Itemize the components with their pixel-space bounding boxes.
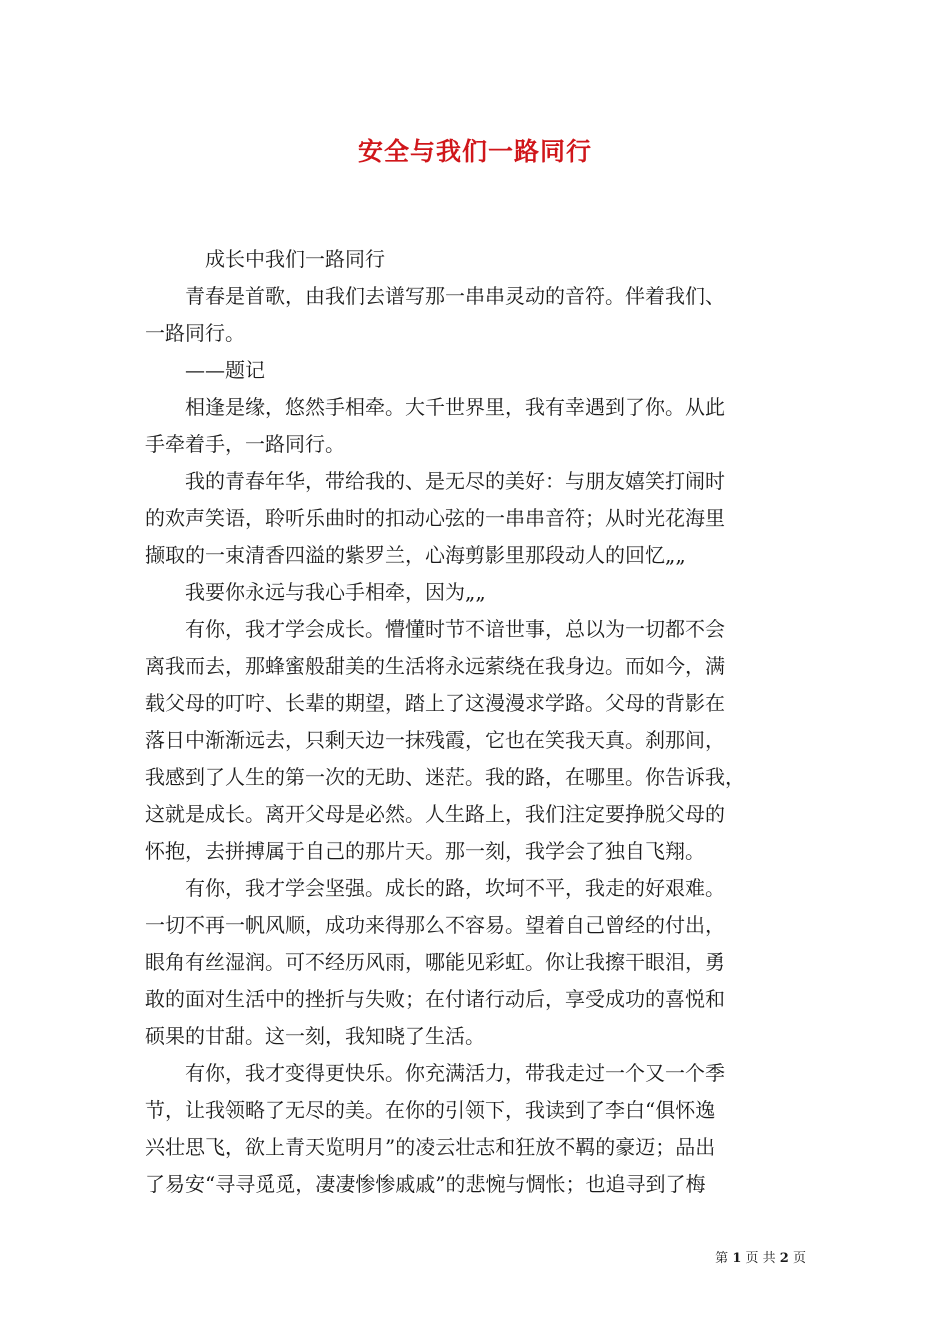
body-line: 载父母的叮咛、长辈的期望，踏上了这漫漫求学路。父母的背影在	[145, 691, 725, 715]
footer-current-page: 1	[732, 1251, 742, 1266]
body-line: 我的青春年华，带给我的、是无尽的美好：与朋友嬉笑打闹时	[145, 469, 725, 493]
body-line: 一路同行。	[145, 321, 245, 345]
body-line: 落日中渐渐远去，只剩天边一抹残霞，它也在笑我天真。刹那间，	[145, 728, 725, 752]
footer-prefix: 第	[715, 1251, 729, 1266]
page-footer	[0, 1247, 806, 1266]
body-line: 节，让我领略了无尽的美。在你的引领下，我读到了李白“俱怀逸	[145, 1098, 716, 1122]
body-line: ——题记	[145, 358, 265, 382]
body-line: 我要你永远与我心手相牵，因为„„	[145, 580, 486, 604]
body-line: 这就是成长。离开父母是必然。人生路上，我们注定要挣脱父母的	[145, 802, 725, 826]
body-line: 眼角有丝湿润。可不经历风雨，哪能见彩虹。你让我擦干眼泪，勇	[145, 950, 725, 974]
body-line: 成长中我们一路同行	[145, 247, 385, 271]
body-line: 青春是首歌，由我们去谱写那一串串灵动的音符。伴着我们、	[145, 284, 725, 308]
body-line: 手牵着手，一路同行。	[145, 432, 345, 456]
body-line: 离我而去，那蜂蜜般甜美的生活将永远萦绕在我身边。而如今，满	[145, 654, 725, 678]
body-line: 一切不再一帆风顺，成功来得那么不容易。望着自己曾经的付出，	[145, 913, 725, 937]
body-line: 相逢是缘，悠然手相牵。大千世界里，我有幸遇到了你。从此	[145, 395, 725, 419]
footer-middle: 页 共	[745, 1251, 776, 1266]
body-line: 的欢声笑语，聆听乐曲时的扣动心弦的一串串音符；从时光花海里	[145, 506, 725, 530]
body-line: 有你，我才变得更快乐。你充满活力，带我走过一个又一个季	[145, 1061, 725, 1085]
document-body	[145, 241, 807, 1203]
body-line: 有你，我才学会成长。懵懂时节不谙世事，总以为一切都不会	[145, 617, 725, 641]
body-line: 硕果的甘甜。这一刻，我知晓了生活。	[145, 1024, 485, 1048]
body-line: 兴壮思飞，欲上青天览明月”的凌云壮志和狂放不羁的豪迈；品出	[145, 1135, 716, 1159]
body-line: 了易安“寻寻觅觅，凄凄惨惨戚戚”的悲惋与惆怅；也追寻到了梅	[145, 1172, 706, 1196]
body-line: 有你，我才学会坚强。成长的路，坎坷不平，我走的好艰难。	[145, 876, 725, 900]
body-line: 我感到了人生的第一次的无助、迷茫。我的路，在哪里。你告诉我，	[145, 765, 745, 789]
document-title: 安全与我们一路同行	[357, 137, 592, 166]
footer-suffix: 页	[792, 1251, 806, 1266]
body-line: 撷取的一束清香四溢的紫罗兰，心海剪影里那段动人的回忆„„	[145, 543, 686, 567]
footer-total-pages: 2	[779, 1251, 789, 1266]
body-line: 敢的面对生活中的挫折与失败；在付诸行动后，享受成功的喜悦和	[145, 987, 725, 1011]
body-line: 怀抱，去拼搏属于自己的那片天。那一刻，我学会了独自飞翔。	[145, 839, 705, 863]
